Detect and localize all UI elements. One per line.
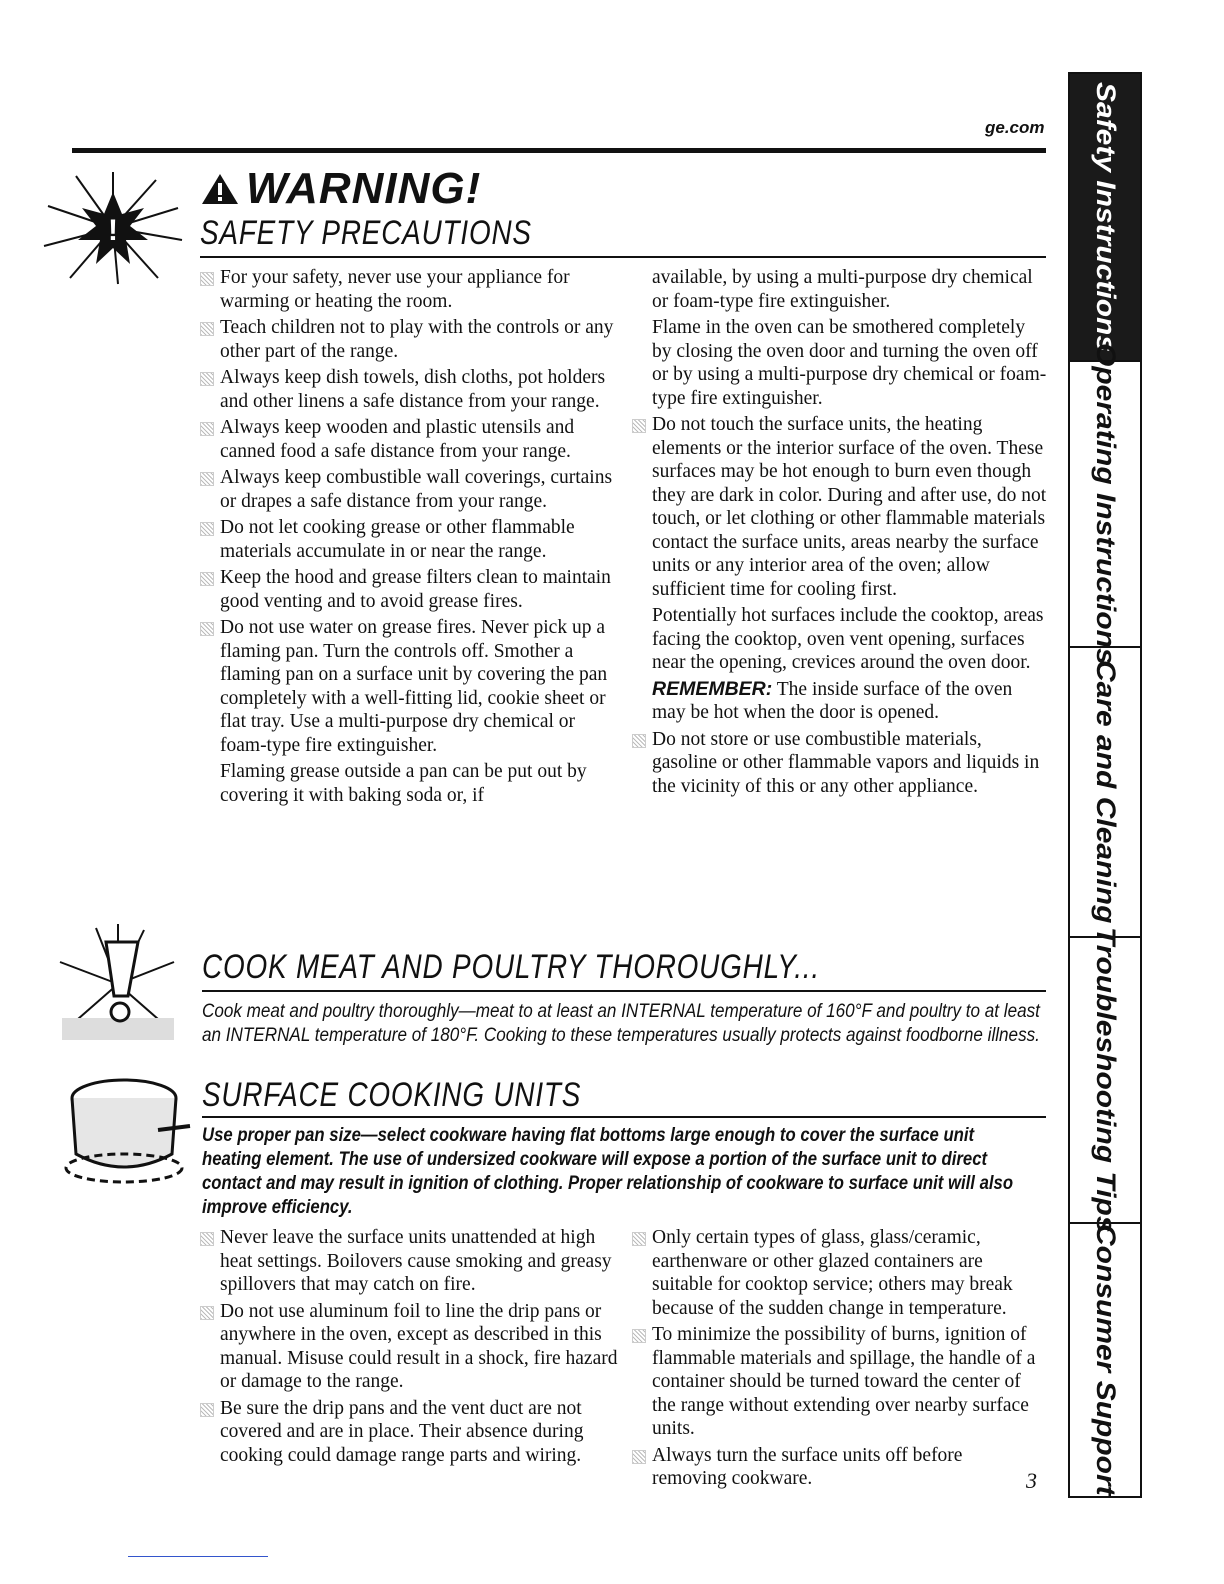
safety-rule bbox=[200, 256, 1046, 258]
surface-title: SURFACE COOKING UNITS bbox=[202, 1076, 582, 1114]
tab-troubleshooting-tips[interactable]: Troubleshooting Tips bbox=[1070, 936, 1140, 1222]
remember-note: REMEMBER: The inside surface of the oven may be hot when the door is opened. bbox=[652, 677, 1013, 723]
surface-item: Do not use aluminum foil to line the drip pans or anywhere in the oven, except as described in this manual. Misuse could result in a shock, fire hazard or damage to the range. bbox=[198, 1300, 618, 1394]
surface-left-column bbox=[198, 1226, 618, 1470]
surface-item: Always turn the surface units off before removing cookware. bbox=[630, 1444, 1048, 1491]
safety-right-column bbox=[630, 266, 1048, 801]
surface-intro: Use proper pan size—select cookware having flat bottoms large enough to cover the surface unit heating element. The use of undersized cookware will expose a portion of the surface unit to direct contact and may result in ignition of clothing. Proper relationship of cookware to surface unit will also improve efficiency. bbox=[202, 1125, 1014, 1218]
section-tabs bbox=[1068, 72, 1142, 1498]
bullet-icon bbox=[200, 322, 214, 336]
bullet-icon bbox=[200, 372, 214, 386]
surface-item: Be sure the drip pans and the vent duct are not covered and are in place. Their absence during cooking could damage range parts and wiring. bbox=[198, 1397, 618, 1468]
safety-item: Always keep dish towels, dish cloths, pot holders and other linens a safe distance from your range. bbox=[198, 366, 618, 413]
warning-heading bbox=[200, 164, 481, 214]
safety-item: Keep the hood and grease filters clean to maintain good venting and to avoid grease fires. bbox=[198, 566, 618, 613]
page-number: 3 bbox=[1026, 1468, 1037, 1493]
safety-paragraph: Flame in the oven can be smothered completely by closing the oven door and turning the oven off or by using a multi-purpose dry chemical or foam-type fire extinguisher. bbox=[652, 317, 1047, 409]
bullet-icon bbox=[200, 422, 214, 436]
safety-item: For your safety, never use your appliance for warming or heating the room. bbox=[198, 266, 618, 313]
safety-item: Teach children not to play with the controls or any other part of the range. bbox=[198, 316, 618, 363]
pan-icon bbox=[62, 1072, 192, 1190]
bullet-icon bbox=[200, 472, 214, 486]
bullet-icon bbox=[200, 572, 214, 586]
bullet-icon bbox=[632, 419, 646, 433]
bullet-icon bbox=[200, 1232, 214, 1246]
safety-item: Do not store or use combustible materials, gasoline or other flammable vapors and liquids in the vicinity of this or any other appliance. bbox=[630, 728, 1048, 799]
site-url: ge.com bbox=[985, 118, 1045, 137]
safety-paragraph: available, by using a multi-purpose dry chemical or foam-type fire extinguisher. bbox=[652, 267, 1033, 312]
tab-operating-instructions[interactable]: Operating Instructions bbox=[1070, 360, 1140, 646]
safety-subtitle: SAFETY PRECAUTIONS bbox=[200, 214, 532, 252]
cook-meat-rule bbox=[202, 990, 1046, 992]
warning-triangle-icon bbox=[200, 172, 240, 206]
tab-care-and-cleaning[interactable]: Care and Cleaning bbox=[1070, 646, 1140, 936]
bullet-icon bbox=[200, 1403, 214, 1417]
bullet-icon bbox=[200, 622, 214, 636]
safety-item: Always keep combustible wall coverings, curtains or drapes a safe distance from your range. bbox=[198, 466, 618, 513]
safety-item: Do not touch the surface units, the heating elements or the interior surface of the oven. These surfaces may be hot enough to burn even though they are dark in color. During and after use, do not touch, or let clothing or other flammable materials contact the surface units, areas nearby the surface units or any interior area of the oven; allow sufficient time for cooling first. bbox=[630, 413, 1048, 601]
bullet-icon bbox=[200, 522, 214, 536]
tab-safety-instructions[interactable]: Safety Instructions bbox=[1070, 74, 1140, 360]
surface-item: To minimize the possibility of burns, ignition of flammable materials and spillage, the handle of a container should be turned toward the center of the range without extending over nearby surface units. bbox=[630, 1323, 1048, 1441]
header-rule bbox=[72, 148, 1046, 153]
footer-rule bbox=[128, 1556, 268, 1557]
bullet-icon bbox=[632, 1232, 646, 1246]
bullet-icon bbox=[632, 734, 646, 748]
svg-text:!: ! bbox=[108, 214, 118, 247]
exclamation-warning-icon bbox=[56, 922, 180, 1046]
surface-rule bbox=[202, 1116, 1046, 1118]
warning-burst-icon bbox=[38, 168, 188, 288]
safety-paragraph: Flaming grease outside a pan can be put out by covering it with baking soda or, if bbox=[220, 761, 587, 806]
safety-item: Do not use water on grease fires. Never pick up a flaming pan. Turn the controls off. Smother a flaming pan on a surface unit by covering the pan completely with a well-fitting lid, cookie sheet or flat tray. Use a multi-purpose dry chemical or foam-type fire extinguisher. bbox=[198, 616, 618, 757]
bullet-icon bbox=[200, 272, 214, 286]
bullet-icon bbox=[632, 1450, 646, 1464]
remember-label: REMEMBER: bbox=[652, 677, 773, 700]
surface-item: Only certain types of glass, glass/ceramic, earthenware or other glazed containers are suitable for cooktop service; others may break because of the sudden change in temperature. bbox=[630, 1226, 1048, 1320]
surface-item: Never leave the surface units unattended at high heat settings. Boilovers cause smoking and greasy spillovers that may catch on fire. bbox=[198, 1226, 618, 1297]
safety-paragraph: Potentially hot surfaces include the cooktop, areas facing the cooktop, oven vent opening, surfaces near the opening, crevices around the oven door. bbox=[652, 605, 1044, 673]
cook-meat-text: Cook meat and poultry thoroughly—meat to at least an INTERNAL temperature of 160°F and poultry to at least an INTERNAL temperature of 180°F. Cooking to these temperatures usually protects against foodborne illness. bbox=[202, 1001, 1040, 1046]
surface-right-column bbox=[630, 1226, 1048, 1494]
safety-item: Do not let cooking grease or other flammable materials accumulate in or near the range. bbox=[198, 516, 618, 563]
cook-meat-title: COOK MEAT AND POULTRY THOROUGHLY... bbox=[202, 948, 820, 986]
bullet-icon bbox=[200, 1306, 214, 1320]
tab-consumer-support[interactable]: Consumer Support bbox=[1070, 1222, 1140, 1496]
safety-item: Always keep wooden and plastic utensils and canned food a safe distance from your range. bbox=[198, 416, 618, 463]
warning-title: WARNING! bbox=[246, 164, 482, 213]
safety-left-column bbox=[198, 266, 618, 810]
bullet-icon bbox=[632, 1329, 646, 1343]
